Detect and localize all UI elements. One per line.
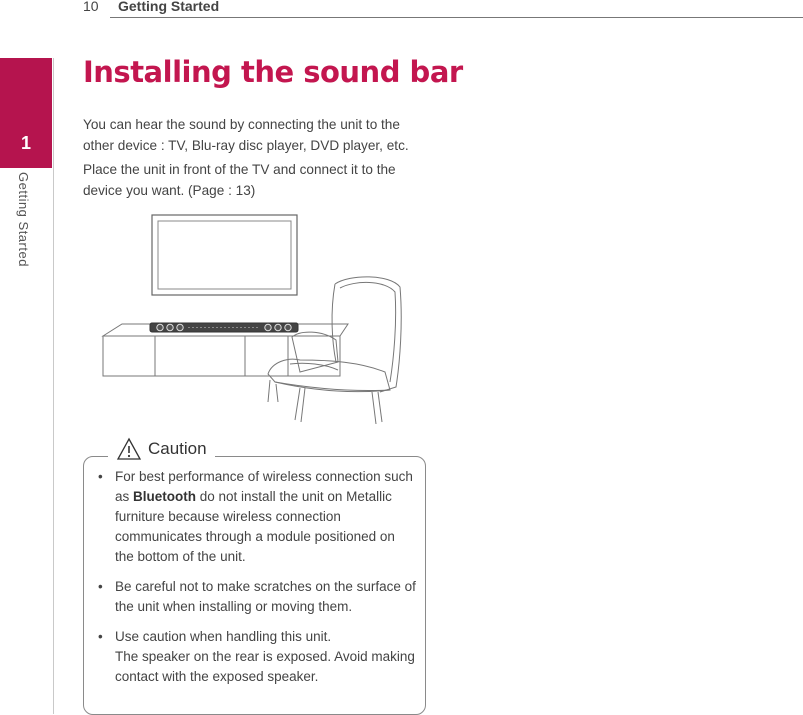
intro-paragraph: You can hear the sound by connecting the unit to the other device : TV, Blu-ray disc player, DVD player, etc. — [83, 117, 409, 153]
page-number: 10 — [83, 0, 99, 14]
caution-item-text: Use caution when handling this unit. — [115, 629, 332, 644]
chapter-number: 1 — [20, 133, 31, 153]
side-divider — [53, 58, 54, 714]
header-rule — [110, 17, 803, 18]
caution-item-text: For best performance of wireless connection such as — [115, 469, 413, 504]
caution-item: • For best performance of wireless connection such as Bluetooth do not install the unit on Metallic furniture because wireless connection communicates through a module positioned on the bottom of the unit. — [98, 469, 413, 564]
caution-label: Caution — [148, 439, 207, 458]
chapter-label: Getting Started — [16, 172, 31, 267]
caution-item: • Use caution when handling this unit. The speaker on the rear is exposed. Avoid making contact with the exposed speaker. — [98, 629, 415, 684]
placement-paragraph: Place the unit in front of the TV and connect it to the device you want. (Page : 13) — [83, 162, 396, 198]
caution-item: • Be careful not to make scratches on the surface of the unit when installing or moving them. — [98, 579, 416, 614]
header-section-title: Getting Started — [118, 0, 220, 14]
caution-item-text-line2: The speaker on the rear is exposed. Avoid making contact with the exposed speaker. — [115, 649, 415, 684]
caution-item-text: Be careful not to make scratches on the surface of the unit when installing or moving them. — [115, 579, 416, 614]
tv-screen — [158, 221, 291, 289]
sound-bar-illustration — [100, 212, 420, 437]
caution-list — [98, 467, 416, 697]
caution-item-bold: Bluetooth — [133, 489, 197, 504]
stand-body — [103, 336, 340, 376]
caution-heading — [108, 434, 215, 464]
caution-item-text-cont: do not install the unit on Metallic furniture because wireless connection communicates through a module positioned on the bottom of the unit. — [115, 489, 395, 564]
warning-icon — [116, 437, 142, 461]
page-title: Installing the sound bar — [83, 55, 463, 89]
tv-outline — [152, 215, 297, 295]
